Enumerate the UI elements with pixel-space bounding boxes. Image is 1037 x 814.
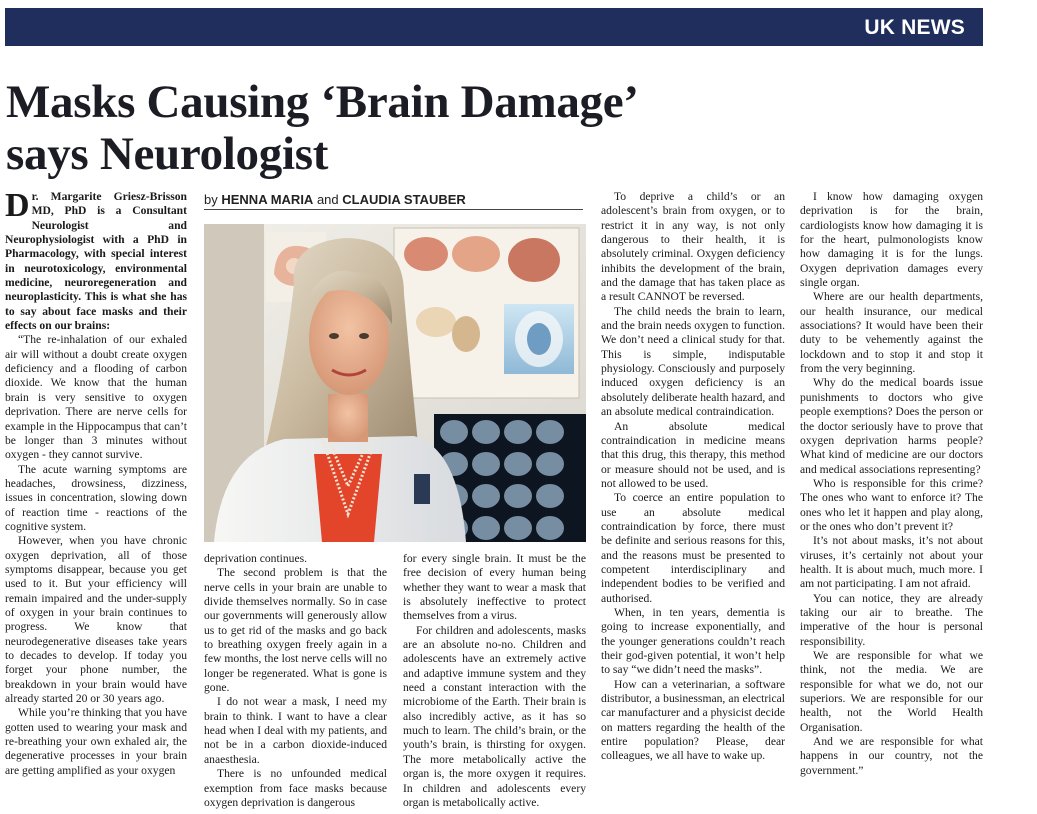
article-column-5 xyxy=(800,190,983,812)
byline-joiner: and xyxy=(316,192,339,207)
article-paragraph: “The re-inhalation of our exhaled air will without a doubt create oxygen deficiency and a flooding of carbon dioxide. We know that the human brain is very sensitive to oxygen deprivation. There are nerve cells for example in the Hippocampus that can’t be longer than 3 minutes without oxygen - they cannot survive. xyxy=(5,333,187,462)
article-paragraph: To deprive a child’s or an adolescent’s brain from oxygen, or to restrict it in any way, is not only dangerous to their health, it is absolutely criminal. Oxygen deficiency inhibits the development of the brain, and the damage that has taken place as a result CANNOT be reversed. xyxy=(601,190,785,304)
article-paragraph: The acute warning symptoms are headaches, drowsiness, dizziness, issues in concentration, slowing down of reaction time - reactions of the cognitive system. xyxy=(5,462,187,533)
headline xyxy=(6,76,966,180)
article-paragraph: We are responsible for what we think, not the media. We are responsible for what we do, not our superiors. We are responsible for our health, not the World Health Organisation. xyxy=(800,649,983,734)
article-paragraph: The child needs the brain to learn, and the brain needs oxygen to function. We don’t need a clinical study for that. This is simple, indisputable physiology. Consciously and purposely induced oxygen deficiency is an absolutely deliberate health hazard, and an absolute medical contraindication. xyxy=(601,304,785,419)
section-label: UK NEWS xyxy=(864,16,965,39)
article-paragraph: To coerce an entire population to use an absolute medical contraindication by force, there must be definite and serious reasons for this, and the reasons must be presented to competent interdisciplinary and independent bodies to be verified and authorised. xyxy=(601,491,785,605)
headline-line-1: Masks Causing ‘Brain Damage’ xyxy=(6,76,639,128)
article-paragraph: The second problem is that the nerve cells in your brain are unable to divide themselves normally. So in case our governments will generously allow us to get rid of the masks and go back to breathing oxygen freely again in a few months, the lost nerve cells will no longer be regenerated. What is gone is gone. xyxy=(204,566,387,695)
article-paragraph: Where are our health departments, our health insurance, our medical associations? It would have been their duty to be vehemently against the lockdown and to stop it and stop it from the very beginning. xyxy=(800,290,983,376)
article-paragraph: While you’re thinking that you have gotten used to wearing your mask and re-breathing your own exhaled air, the degenerative processes in your brain are getting amplified as your oxygen xyxy=(5,706,187,777)
article-paragraph: And we are responsible for what happens in our country, not the government.” xyxy=(800,735,983,777)
article-column-3 xyxy=(403,552,586,814)
article-column-1 xyxy=(5,190,187,812)
article-paragraph: There is no unfounded medical exemption from face masks because oxygen deprivation is dangerous xyxy=(204,767,387,809)
article-paragraph: You can notice, they are already taking our air to breathe. The imperative of the hour is personal responsibility. xyxy=(800,591,983,648)
brain-poster xyxy=(394,228,579,398)
article-paragraph: I know how damaging oxygen deprivation is for the brain, cardiologists know how damaging it is for the heart, pulmonologists know how damaging it is for the lungs. Oxygen deprivation damages every single organ. xyxy=(800,190,983,290)
article-column-4 xyxy=(601,190,785,812)
article-paragraph: deprivation continues. xyxy=(204,552,308,565)
article-paragraph: for every single brain. It must be the free decision of every human being whether they want to wear a mask that is absolutely ineffective to protect themselves from a virus. xyxy=(403,552,586,623)
article-paragraph: I do not wear a mask, I need my brain to think. I want to have a clear head when I deal with my patients, and not be in a carbon dioxide-induced anaesthesia. xyxy=(204,695,387,766)
byline-prefix: by xyxy=(204,192,218,207)
article-paragraph: An absolute medical contraindication in medicine means that this drug, this therapy, this method or measure should not be used, and is not allowed to be used. xyxy=(601,419,785,490)
article-photo xyxy=(204,224,586,542)
article-paragraph: Why do the medical boards issue punishments to doctors who give people exemptions? Does the person or the doctor seriously have to prove that oxygen deprivation harms people? What kind of medicine are our doctors and medical associations representing? xyxy=(800,376,983,476)
intro-text: r. Margarite Griesz-Brisson MD, PhD is a Consultant Neurologist and Neurophysiologist with a PhD in Pharmacology, with special interest in neurotoxicology, environmental medicine, neuroregeneration and neuroplasticity. This is what she has to say about face masks and their effects on our brains: xyxy=(5,190,187,333)
headline-line-2: says Neurologist xyxy=(6,128,329,180)
article-paragraph: Who is responsible for this crime? The ones who want to enforce it? The ones who let it happen and play along, or the ones who don’t prevent it? xyxy=(800,476,983,533)
article-paragraph: For children and adolescents, masks are an absolute no-no. Children and adolescents have an extremely active and adaptive immune system and they need a constant interaction with the microbiome of the Earth. Their brain is also incredibly active, as it has so much to learn. The child’s brain, or the youth’s brain, is thirsting for oxygen. The more metabolically active the organ is, the more oxygen it requires. In children and adolescents every organ is metabolically active. xyxy=(403,623,586,809)
article-intro xyxy=(5,190,187,333)
article-paragraph: How can a veterinarian, a software distributor, a businessman, an electrical car manufacturer and a physicist decide on matters regarding the health of the entire population? Please, dear colleagues, we all have to wake up. xyxy=(601,677,785,763)
byline-author-1: HENNA MARIA xyxy=(221,192,314,207)
byline-author-2: CLAUDIA STAUBER xyxy=(342,192,466,207)
byline xyxy=(204,192,583,210)
section-bar xyxy=(5,8,983,46)
article-paragraph: It’s not about masks, it’s not about viruses, it’s certainly not about your health. It is about much, much more. I am not participating. I am not afraid. xyxy=(800,534,983,591)
photo-svg xyxy=(204,224,586,542)
article-column-2 xyxy=(204,552,387,814)
article-paragraph: When, in ten years, dementia is going to increase exponentially, and the younger generations couldn’t reach their god-given potential, it won’t help to say “we didn’t need the masks”. xyxy=(601,605,785,677)
drop-cap: D xyxy=(5,190,30,224)
article-paragraph: However, when you have chronic oxygen deprivation, all of those symptoms disappear, because you get used to it. But your efficiency will remain impaired and the under-supply of oxygen in your brain continues to progress. We know that neurodegenerative diseases take years to decades to develop. If today you forget your phone number, the breakdown in your brain would have already started 20 or 30 years ago. xyxy=(5,534,187,706)
